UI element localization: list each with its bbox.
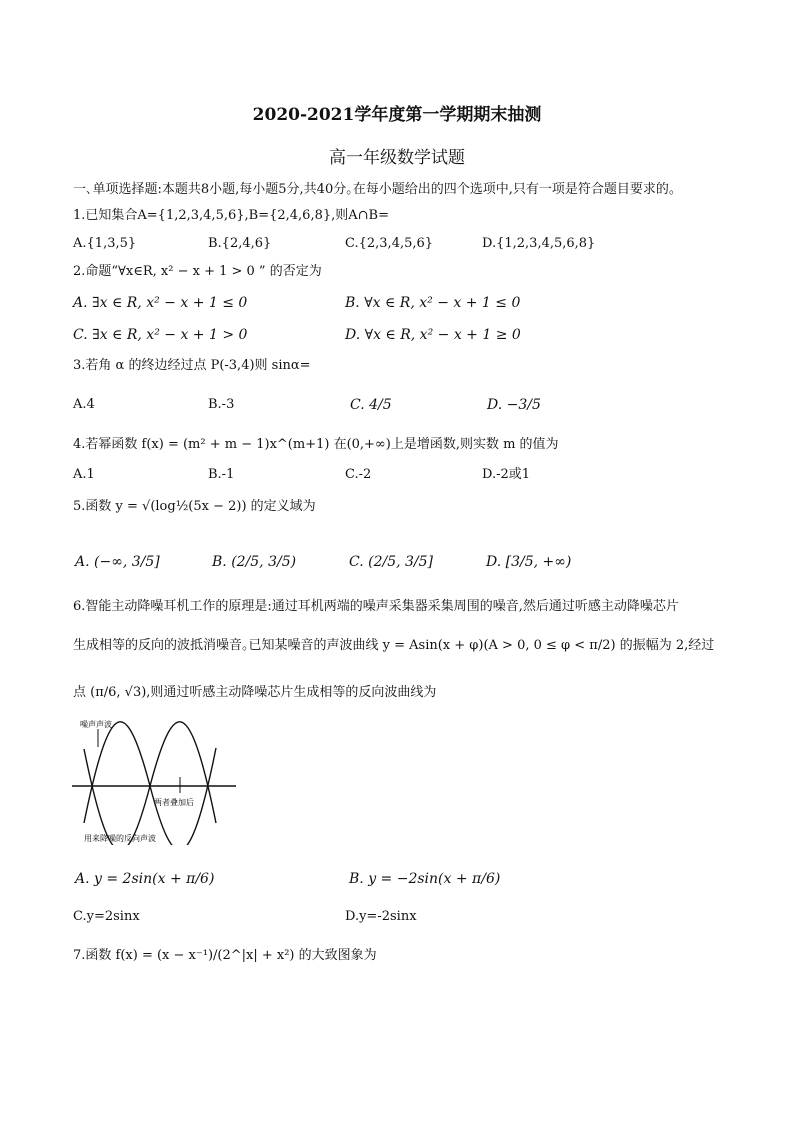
q3-option-d: D. −3/5 bbox=[487, 397, 541, 413]
q2-option-a: A. ∃x ∈ R, x² − x + 1 ≤ 0 bbox=[73, 295, 248, 311]
q1-option-c: C.{2,3,4,5,6} bbox=[345, 236, 434, 251]
fig-label-superposed: 两者叠加后 bbox=[154, 798, 194, 807]
page-title: 2020-2021学年度第一学期期末抽测 bbox=[252, 105, 542, 125]
q6-text-line2: 生成相等的反向的波抵消噪音｡已知某噪音的声波曲线 y = Asin(x + φ)(A > 0, 0 ≤ φ < π/2) 的振幅为 2,经过 bbox=[73, 638, 715, 653]
q4-option-b: B.-1 bbox=[208, 467, 235, 482]
q2-stem: 2.命题“∀x∈R, x² − x + 1 > 0 ” 的否定为 bbox=[73, 264, 322, 279]
section1-header: 一､单项选择题:本题共8小题,每小题5分,共40分｡在每小题给出的四个选项中,只有一项是符合题目要求的｡ bbox=[73, 182, 676, 197]
q5-option-c: C. (2/5, 3/5] bbox=[349, 554, 433, 570]
q7-stem: 7.函数 f(x) = (x − x⁻¹)/(2^|x| + x²) 的大致图象为 bbox=[73, 948, 377, 963]
fig-label-reverse: 用来降噪的反向声波 bbox=[84, 834, 156, 843]
q1-option-d: D.{1,2,3,4,5,6,8} bbox=[482, 236, 596, 251]
q6-text-line1: 6.智能主动降噪耳机工作的原理是:通过耳机两端的噪声采集器采集周围的噪音,然后通过听感主动降噪芯片 bbox=[73, 599, 679, 614]
q4-option-a: A.1 bbox=[73, 467, 95, 482]
q3-option-c: C. 4/5 bbox=[350, 397, 392, 413]
q3-stem: 3.若角 α 的终边经过点 P(-3,4)则 sinα= bbox=[73, 358, 311, 373]
q3-option-b: B.-3 bbox=[208, 397, 235, 412]
q6-option-a: A. y = 2sin(x + π/6) bbox=[75, 871, 215, 887]
q5-option-b: B. (2/5, 3/5) bbox=[212, 554, 297, 570]
q6-option-b: B. y = −2sin(x + π/6) bbox=[349, 871, 501, 887]
q2-option-b: B. ∀x ∈ R, x² − x + 1 ≤ 0 bbox=[345, 295, 521, 311]
q4-stem: 4.若幂函数 f(x) = (m² + m − 1)x^(m+1) 在(0,+∞)上是增函数,则实数 m 的值为 bbox=[73, 437, 559, 452]
sound-wave-figure bbox=[70, 715, 240, 845]
q2-option-c: C. ∃x ∈ R, x² − x + 1 > 0 bbox=[73, 327, 248, 343]
q1-stem: 1.已知集合A={1,2,3,4,5,6},B={2,4,6,8},则A∩B= bbox=[73, 208, 389, 223]
q5-option-d: D. [3/5, +∞) bbox=[486, 554, 572, 570]
q5-stem: 5.函数 y = √(log½(5x − 2)) 的定义域为 bbox=[73, 499, 316, 514]
q1-option-a: A.{1,3,5} bbox=[73, 236, 137, 251]
q6-text-line3: 点 (π/6, √3),则通过听感主动降噪芯片生成相等的反向波曲线为 bbox=[73, 685, 437, 700]
page-subtitle: 高一年级数学试题 bbox=[329, 148, 465, 168]
q4-option-c: C.-2 bbox=[345, 467, 372, 482]
q6-option-d: D.y=-2sinx bbox=[345, 909, 417, 924]
q2-option-d: D. ∀x ∈ R, x² − x + 1 ≥ 0 bbox=[345, 327, 521, 343]
q6-option-c: C.y=2sinx bbox=[73, 909, 140, 924]
fig-label-noise: 噪声声波 bbox=[80, 720, 112, 729]
q5-option-a: A. (−∞, 3/5] bbox=[75, 554, 160, 570]
q3-option-a: A.4 bbox=[73, 397, 95, 412]
q4-option-d: D.-2或1 bbox=[482, 467, 531, 482]
q1-option-b: B.{2,4,6} bbox=[208, 236, 272, 251]
